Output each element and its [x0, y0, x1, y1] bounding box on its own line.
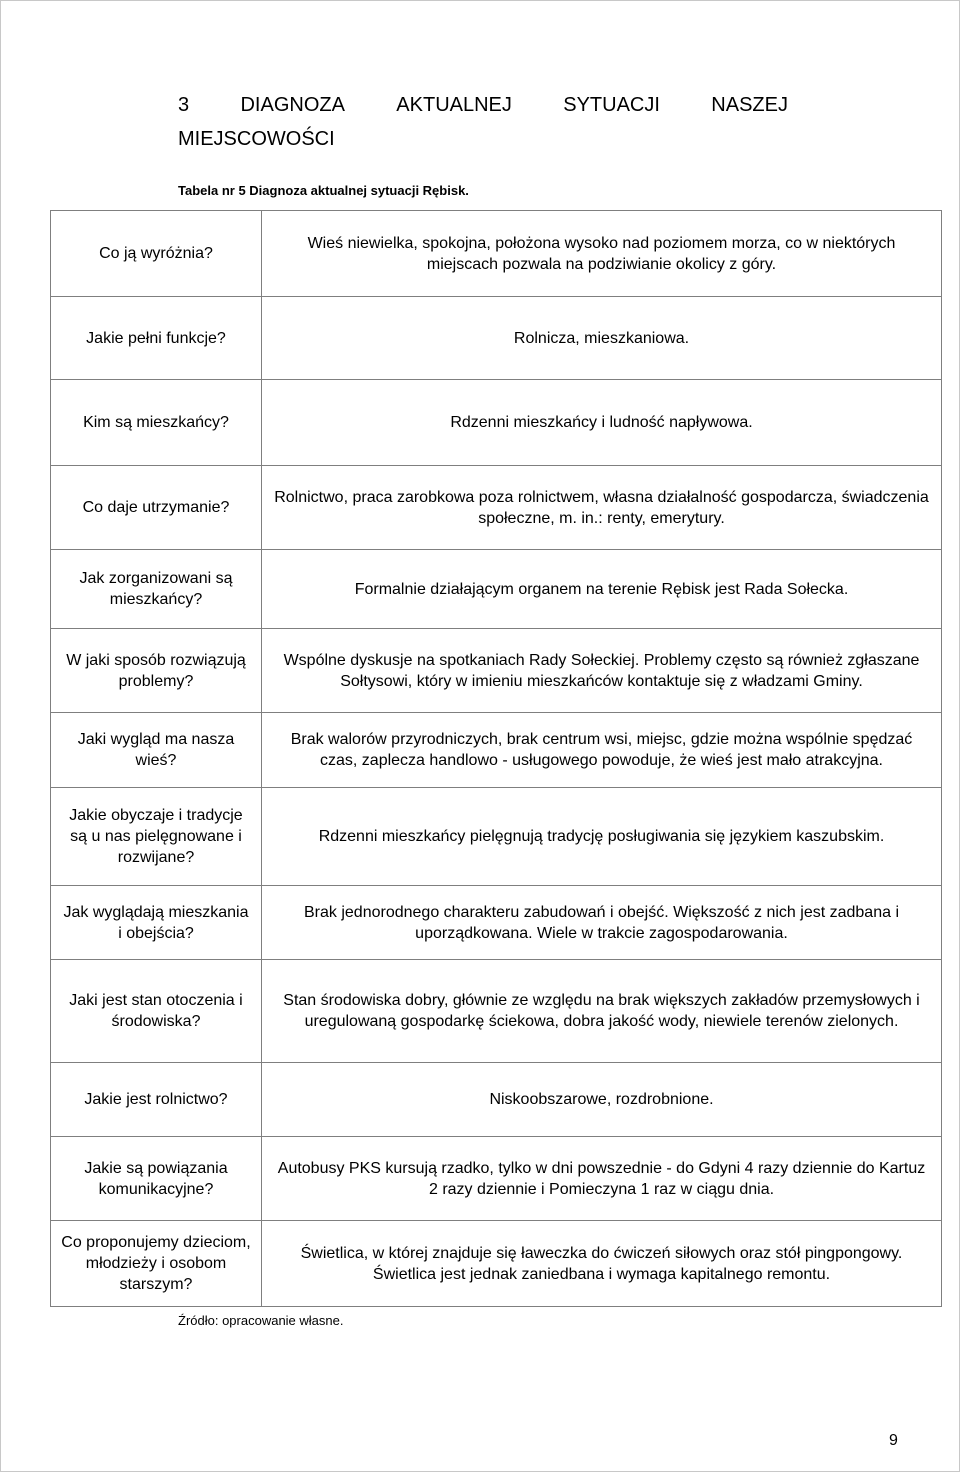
diagnosis-table [50, 210, 942, 1307]
answer-cell: Niskoobszarowe, rozdrobnione. [262, 1063, 942, 1137]
question-cell: Jaki wygląd ma nasza wieś? [51, 713, 262, 788]
table-row [51, 788, 942, 886]
answer-cell: Rolnictwo, praca zarobkowa poza rolnictwem, własna działalność gospodarcza, świadczenia społeczne, m. in.: renty, emerytury. [262, 466, 942, 550]
heading-word-3: SYTUACJI [563, 94, 660, 116]
table-row [51, 1063, 942, 1137]
answer-cell: Brak jednorodnego charakteru zabudowań i obejść. Większość z nich jest zadbana i uporządkowana. Wiele w trakcie zagospodarowania. [262, 886, 942, 960]
table-row [51, 380, 942, 466]
table-row [51, 297, 942, 380]
heading-word-4: NASZEJ [711, 94, 788, 116]
heading-word-2: AKTUALNEJ [396, 94, 512, 116]
question-cell: Co proponujemy dzieciom, młodzieży i osobom starszym? [51, 1221, 262, 1307]
question-cell: Jakie obyczaje i tradycje są u nas pielęgnowane i rozwijane? [51, 788, 262, 886]
table-row [51, 466, 942, 550]
answer-cell: Rdzenni mieszkańcy i ludność napływowa. [262, 380, 942, 466]
question-cell: Jak zorganizowani są mieszkańcy? [51, 550, 262, 629]
table-row [51, 1221, 942, 1307]
table-caption: Tabela nr 5 Diagnoza aktualnej sytuacji Rębisk. [178, 183, 469, 198]
section-heading [178, 88, 788, 156]
answer-cell: Brak walorów przyrodniczych, brak centrum wsi, miejsc, gdzie można wspólnie spędzać czas, zaplecza handlowo - usługowego powoduje, że wieś jest mało atrakcyjna. [262, 713, 942, 788]
question-cell: Jak wyglądają mieszkania i obejścia? [51, 886, 262, 960]
question-cell: Jakie są powiązania komunikacyjne? [51, 1137, 262, 1221]
answer-cell: Formalnie działającym organem na terenie Rębisk jest Rada Sołecka. [262, 550, 942, 629]
heading-word-1: DIAGNOZA [240, 94, 345, 116]
table-row [51, 629, 942, 713]
answer-cell: Rdzenni mieszkańcy pielęgnują tradycję posługiwania się językiem kaszubskim. [262, 788, 942, 886]
question-cell: W jaki sposób rozwiązują problemy? [51, 629, 262, 713]
answer-cell: Autobusy PKS kursują rzadko, tylko w dni powszednie - do Gdyni 4 razy dziennie do Kartuz 2 razy dziennie i Pomieczyna 1 raz w ciągu dnia. [262, 1137, 942, 1221]
table-row [51, 1137, 942, 1221]
question-cell: Jaki jest stan otoczenia i środowiska? [51, 960, 262, 1063]
question-cell: Co ją wyróżnia? [51, 211, 262, 297]
table-row [51, 550, 942, 629]
heading-number: 3 [178, 94, 190, 116]
heading-line-1 [178, 88, 788, 122]
question-cell: Jakie pełni funkcje? [51, 297, 262, 380]
question-cell: Kim są mieszkańcy? [51, 380, 262, 466]
answer-cell: Świetlica, w której znajduje się ławeczka do ćwiczeń siłowych oraz stół pingpongowy. Świetlica jest jednak zaniedbana i wymaga kapitalnego remontu. [262, 1221, 942, 1307]
page-number: 9 [889, 1432, 898, 1449]
answer-cell: Wspólne dyskusje na spotkaniach Rady Sołeckiej. Problemy często są również zgłaszane Sołtysowi, który w imieniu mieszkańców kontaktuje się z władzami Gminy. [262, 629, 942, 713]
heading-line-2: MIEJSCOWOŚCI [178, 128, 335, 150]
answer-cell: Stan środowiska dobry, głównie ze względu na brak większych zakładów przemysłowych i uregulowaną gospodarkę ściekowa, dobra jakość wody, niewiele terenów zielonych. [262, 960, 942, 1063]
table-row [51, 886, 942, 960]
question-cell: Co daje utrzymanie? [51, 466, 262, 550]
table-source: Źródło: opracowanie własne. [178, 1313, 344, 1328]
answer-cell: Rolnicza, mieszkaniowa. [262, 297, 942, 380]
table-row [51, 211, 942, 297]
table-row [51, 713, 942, 788]
answer-cell: Wieś niewielka, spokojna, położona wysoko nad poziomem morza, co w niektórych miejscach pozwala na podziwianie okolicy z góry. [262, 211, 942, 297]
question-cell: Jakie jest rolnictwo? [51, 1063, 262, 1137]
table-row [51, 960, 942, 1063]
